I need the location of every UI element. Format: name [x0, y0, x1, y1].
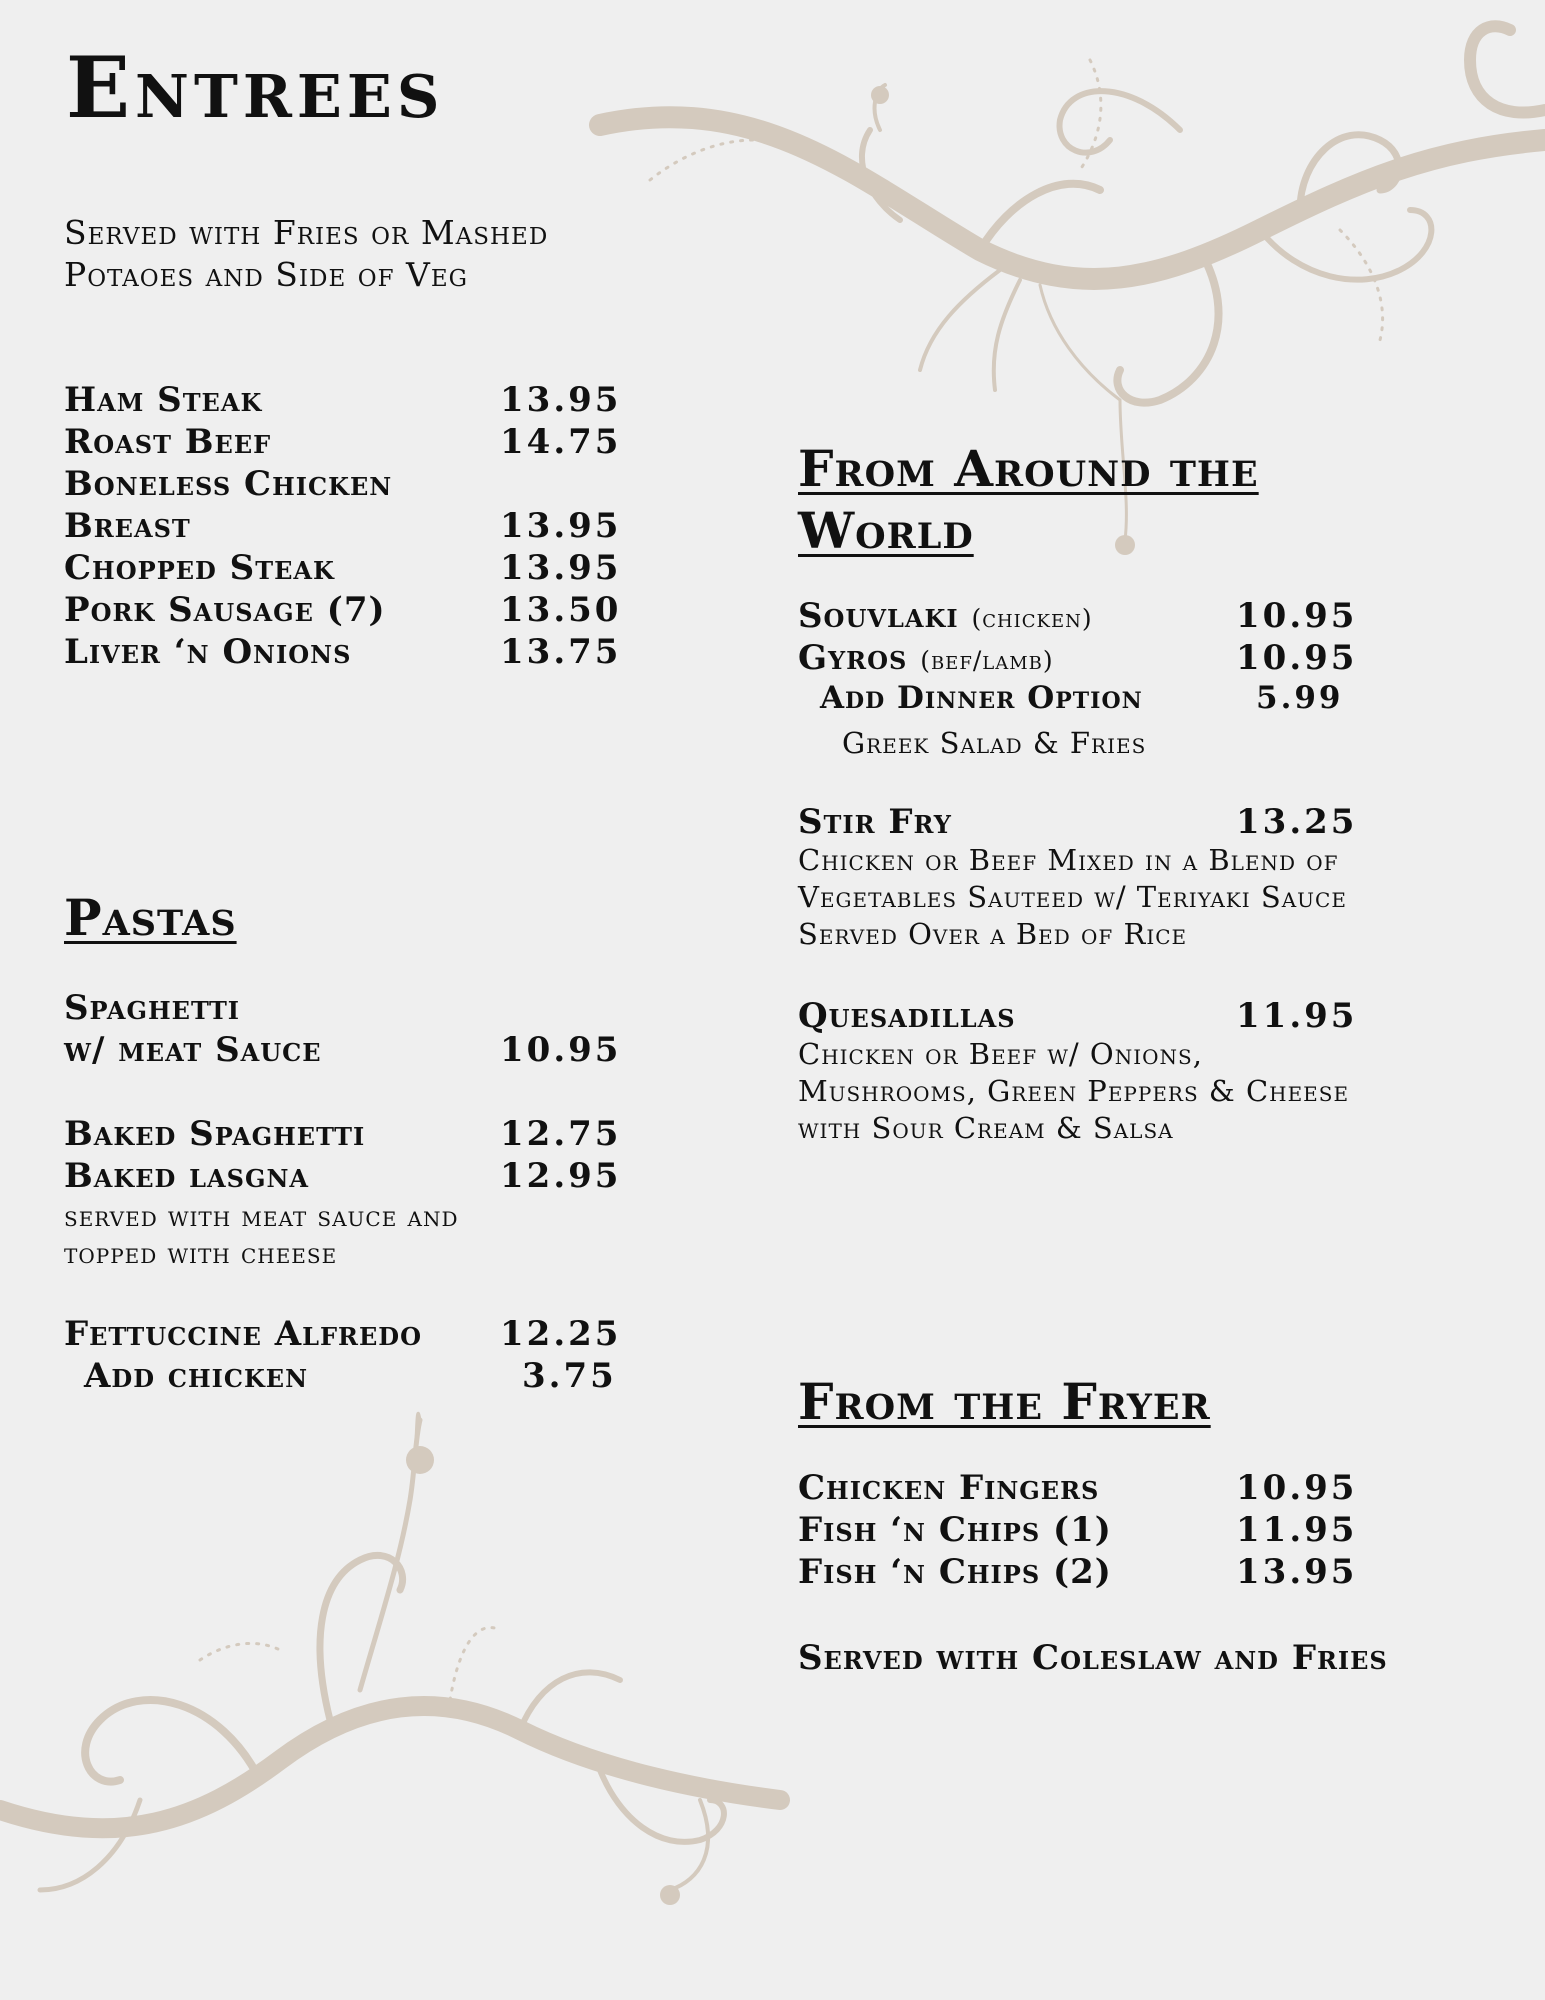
intro-line: Potaoes and Side of Veg: [64, 255, 469, 294]
menu-item-name: Baked lasgna: [64, 1156, 310, 1196]
menu-item-name: Baked Spaghetti: [64, 1114, 366, 1154]
menu-item-name: Pork Sausage (7): [64, 590, 386, 630]
menu-item-name: Roast Beef: [64, 422, 272, 462]
intro-line: Served with Fries or Mashed: [64, 213, 549, 252]
menu-item-price: 13.25: [1236, 802, 1358, 842]
menu-item-price: 13.95: [1236, 1552, 1358, 1592]
fryer-heading: From the Fryer: [798, 1372, 1211, 1431]
menu-item-price: 13.95: [500, 380, 622, 420]
menu-item-name: [798, 638, 1054, 678]
menu-item-price: 12.25: [500, 1314, 622, 1354]
menu-item-price: 13.50: [500, 590, 622, 630]
menu-item-price: 12.75: [500, 1114, 622, 1154]
menu-addon-name: Add Dinner Option: [820, 680, 1143, 716]
menu-item-description: Served Over a Bed of Rice: [798, 917, 1188, 951]
menu-item-name: Stir Fry: [798, 802, 952, 842]
menu-item-name: Boneless Chicken: [64, 464, 393, 504]
menu-item-name: Ham Steak: [64, 380, 263, 420]
menu-addon-description: Greek Salad & Fries: [842, 726, 1147, 760]
entrees-intro: [64, 212, 548, 296]
menu-item-price: 10.95: [500, 1030, 622, 1070]
menu-item-description: served with meat sauce and: [64, 1199, 459, 1233]
menu-item-price: 10.95: [1236, 1468, 1358, 1508]
menu-item-description: topped with cheese: [64, 1236, 338, 1270]
menu-item-price: 13.95: [500, 548, 622, 588]
item-name-text: Souvlaki: [798, 596, 959, 636]
menu-item-description: Vegetables Sauteed w/ Teriyaki Sauce: [798, 880, 1347, 914]
menu-item-name: Liver ‘n Onions: [64, 632, 352, 672]
world-heading-line: World: [798, 501, 974, 560]
menu-addon-price: 3.75: [522, 1356, 617, 1396]
menu-item-price: 11.95: [1236, 1510, 1358, 1550]
menu-item-name: Fish ‘n Chips (1): [798, 1510, 1112, 1550]
world-heading-line: From Around the: [798, 439, 1259, 498]
item-note: (chicken): [971, 604, 1093, 633]
menu-item-price: 13.75: [500, 632, 622, 672]
item-name-text: Gyros: [798, 638, 908, 678]
menu-item-description: with Sour Cream & Salsa: [798, 1111, 1174, 1145]
menu-addon-name: Add chicken: [84, 1356, 309, 1396]
menu-item-name: Spaghetti: [64, 988, 241, 1028]
menu-item-description: Mushrooms, Green Peppers & Cheese: [798, 1074, 1350, 1108]
menu-item-name: Quesadillas: [798, 996, 1016, 1036]
menu-item-name-cont: w/ meat Sauce: [64, 1030, 322, 1070]
menu-item-name: [798, 596, 1093, 636]
menu-item-name: Fish ‘n Chips (2): [798, 1552, 1112, 1592]
menu-item-price: 10.95: [1236, 638, 1358, 678]
menu-item-price: 10.95: [1236, 596, 1358, 636]
menu-addon-price: 5.99: [1256, 680, 1344, 716]
menu-item-name-cont: Breast: [64, 506, 191, 546]
menu-item-description: Chicken or Beef Mixed in a Blend of: [798, 843, 1339, 877]
menu-item-name: Fettuccine Alfredo: [64, 1314, 422, 1354]
menu-item-price: 13.95: [500, 506, 622, 546]
menu-item-price: 14.75: [500, 422, 622, 462]
menu-item-price: 12.95: [500, 1156, 622, 1196]
menu-item-price: 11.95: [1236, 996, 1358, 1036]
pastas-heading: Pastas: [64, 888, 237, 947]
menu-item-name: Chicken Fingers: [798, 1468, 1100, 1508]
fryer-note: Served with Coleslaw and Fries: [798, 1638, 1388, 1678]
menu-item-description: Chicken or Beef w/ Onions,: [798, 1037, 1203, 1071]
item-note: (bef/lamb): [920, 646, 1054, 675]
world-heading: [798, 438, 1259, 562]
page-title: Entrees: [66, 38, 445, 137]
menu-item-name: Chopped Steak: [64, 548, 335, 588]
